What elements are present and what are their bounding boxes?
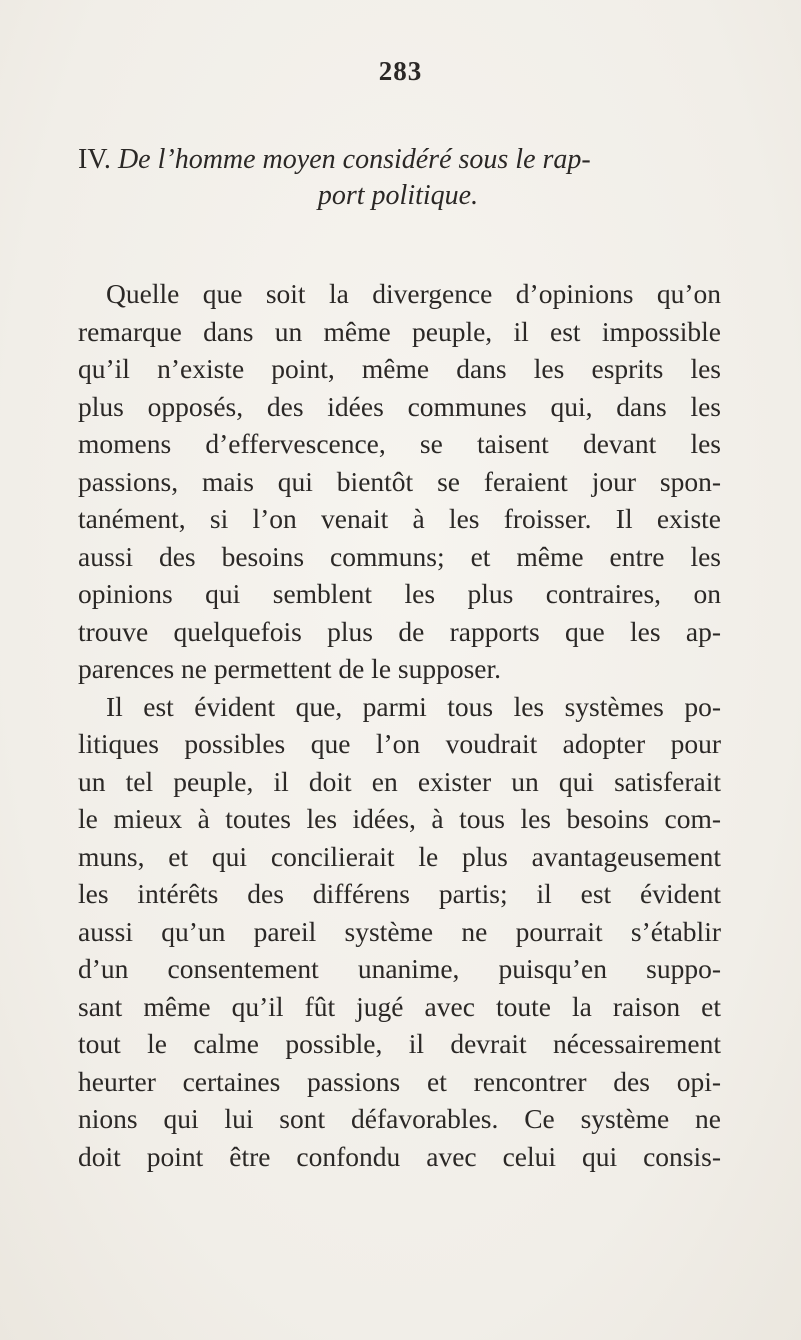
- text-line: tout le calme possible, il devrait nécessairement: [78, 1028, 721, 1059]
- text-line: nions qui lui sont défavorables. Ce système ne: [78, 1103, 721, 1134]
- text-line: momens d’effervescence, se taisent devant les: [78, 428, 721, 459]
- text-line: Quelle que soit la divergence d’opinions qu’on: [106, 278, 721, 309]
- text-line: un tel peuple, il doit en exister un qui satisferait: [78, 765, 721, 797]
- text-line: trouve quelquefois plus de rapports que les ap-: [78, 615, 721, 647]
- text-line: muns, et qui concilierait le plus avantageusement: [78, 840, 721, 872]
- text-line: plus opposés, des idées communes qui, dans les: [78, 390, 721, 422]
- text-line: aussi qu’un pareil système ne pourrait s’établir: [78, 915, 721, 947]
- heading-line-1: [78, 142, 718, 178]
- body-text: [78, 275, 721, 1175]
- text-line: Il est évident que, parmi tous les systèmes po-: [106, 690, 721, 722]
- text-line: parences ne permettent de le supposer.: [78, 653, 502, 684]
- text-line: litiques possibles que l’on voudrait adopter pour: [78, 728, 721, 759]
- text-line: le mieux à toutes les idées, à tous les besoins com-: [78, 803, 721, 834]
- text-line: qu’il n’existe point, même dans les esprits les: [78, 353, 721, 384]
- text-line: sant même qu’il fût jugé avec toute la raison et: [78, 990, 721, 1022]
- text-line: passions, mais qui bientôt se feraient jour spon-: [78, 465, 721, 497]
- heading-title-part-2: port politique.: [317, 180, 479, 211]
- text-line: les intérêts des différens partis; il est évident: [78, 878, 721, 909]
- section-numeral: IV.: [78, 144, 111, 175]
- text-line: d’un consentement unanime, puisqu’en suppo-: [78, 953, 721, 984]
- text-line: aussi des besoins communs; et même entre les: [78, 540, 721, 572]
- text-line: tanément, si l’on venait à les froisser. Il existe: [78, 503, 721, 534]
- text-line: opinions qui semblent les plus contraires, on: [78, 578, 721, 609]
- heading-title-part-1: De l’homme moyen considéré sous le rap-: [117, 144, 591, 175]
- text-line: doit point être confondu avec celui qui consis-: [78, 1140, 721, 1172]
- text-line: remarque dans un même peuple, il est impossible: [78, 315, 721, 347]
- text-line: heurter certaines passions et rencontrer des opi-: [78, 1065, 721, 1097]
- section-heading: [78, 142, 718, 214]
- page-number: 283: [378, 56, 423, 86]
